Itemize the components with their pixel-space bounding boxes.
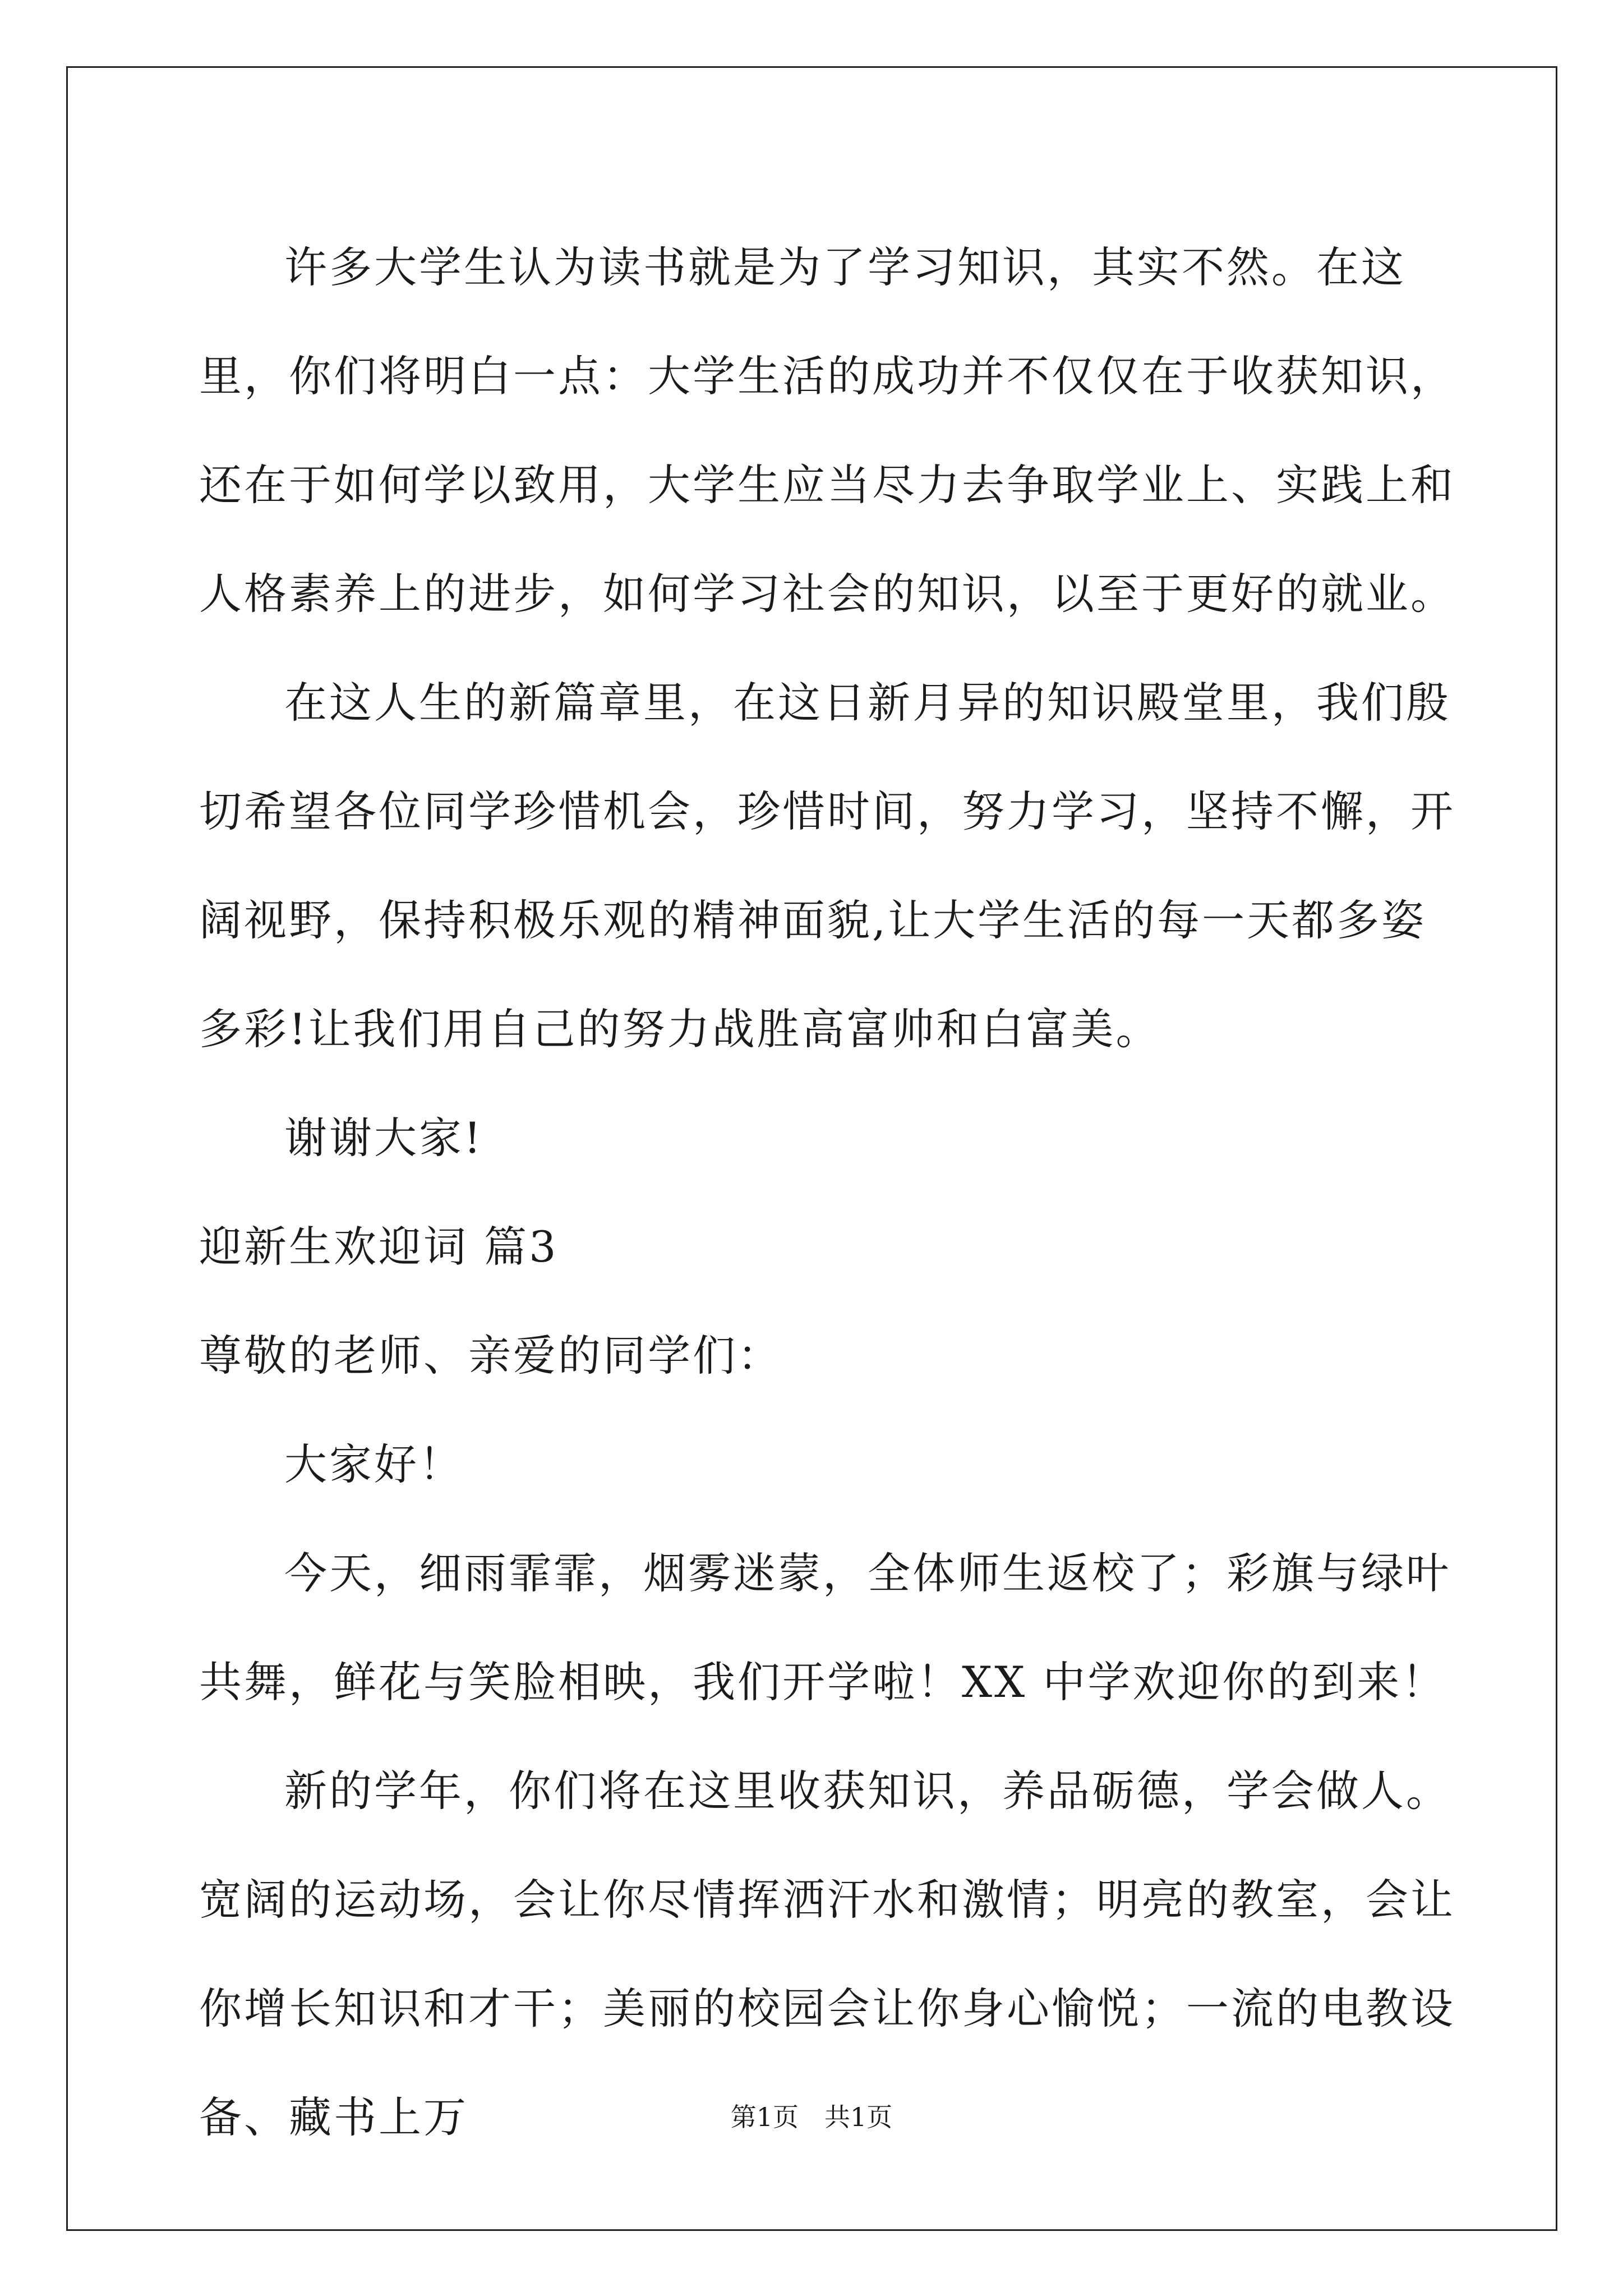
section-heading: 迎新生欢迎词 篇3	[199, 1222, 559, 1272]
page-footer: 第1页 共1页	[730, 2102, 893, 2132]
paragraph-greeting: 大家好！	[284, 1439, 464, 1489]
paragraph-thanks: 谢谢大家!	[284, 1113, 483, 1163]
paragraph-2: 在这人生的新篇章里，在这日新月异的知识殿堂里，我们殷切希望各位同学珍惜机会，珍惜时间，努力学习，坚持不懈，开阔视野，保持积极乐观的精神面貌,让大学生活的每一天都多姿多彩!让我们用自己的努力战胜高富帅和白富美。	[199, 678, 1455, 1054]
paragraph-1: 许多大学生认为读书就是为了学习知识，其实不然。在这里，你们将明白一点：大学生活的成功并不仅仅在于收获知识，还在于如何学以致用，大学生应当尽力去争取学业上、实践上和人格素养上的进步，如何学习社会的知识，以至于更好的就业。	[199, 242, 1455, 619]
paragraph-today: 今天，细雨霏霏，烟雾迷蒙，全体师生返校了；彩旗与绿叶共舞，鲜花与笑脸相映，我们开学啦！XX 中学欢迎你的到来！	[199, 1548, 1451, 1707]
salutation: 尊敬的老师、亲爱的同学们：	[199, 1331, 782, 1381]
paragraph-new-year: 新的学年，你们将在这里收获知识，养品砺德，学会做人。宽阔的运动场，会让你尽情挥洒汗水和激情；明亮的教室，会让你增长知识和才干；美丽的校园会让你身心愉悦；一流的电教设备、藏书上万	[199, 1766, 1455, 2142]
document-body	[199, 213, 1467, 2172]
